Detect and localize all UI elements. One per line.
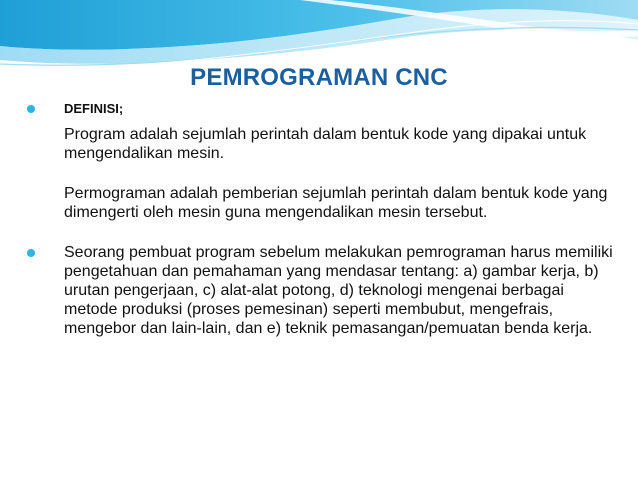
definition-paragraph-1: Program adalah sejumlah perintah dalam bentuk kode yang dipakai untuk mengendalikan mesin. [64,126,587,162]
requirements-bullet [24,243,614,338]
definition-heading: DEFINISI; [64,101,124,116]
requirements-paragraph: Seorang pembuat program sebelum melakukan pemrograman harus memiliki pengetahuan dan pemahaman yang mendasar tentang: a) gambar kerja, b) urutan pengerjaan, c) alat-alat potong, d) teknologi mengenai berbagai metode produksi (proses pemesinan) seperti membubut, mengefrais, mengebor dan lain-lain, dan e) teknik pemasangan/pemuatan benda kerja. [64,244,613,337]
bullet-dot-icon [27,249,35,257]
slide-title: PEMROGRAMAN CNC [190,64,448,91]
definition-bullet [24,100,614,118]
bullet-dot-icon [27,105,35,113]
definition-paragraph-2: Permograman adalah pemberian sejumlah perintah dalam bentuk kode yang dimengerti oleh mesin guna mengendalikan mesin tersebut. [64,185,608,221]
slide-content [24,100,614,338]
